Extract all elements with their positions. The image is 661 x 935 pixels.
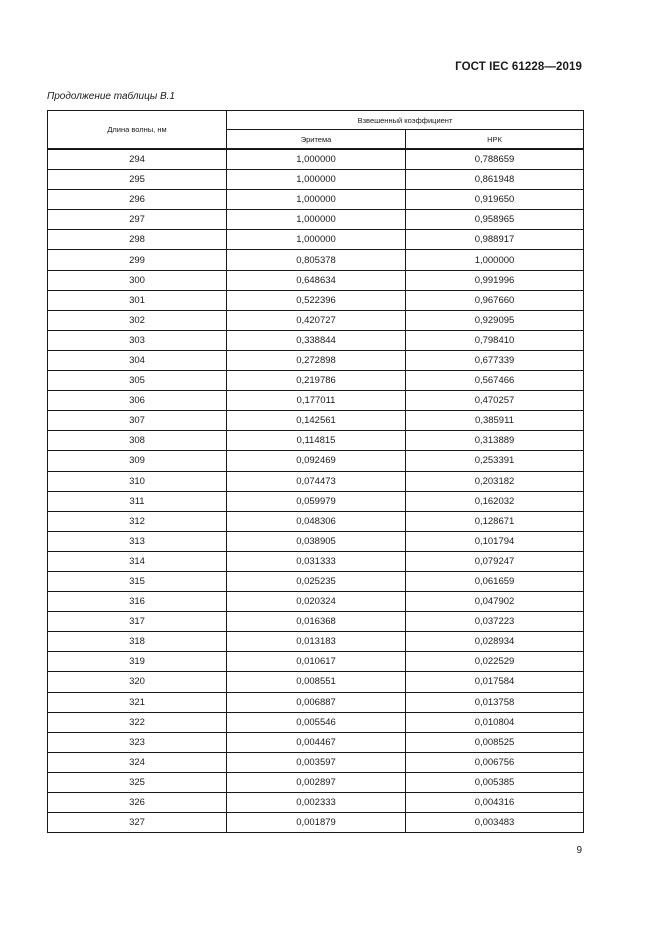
cell-wavelength: 300	[48, 270, 227, 290]
table-row	[48, 732, 584, 752]
table-row	[48, 230, 584, 250]
table-row	[48, 672, 584, 692]
cell-wavelength: 321	[48, 692, 227, 712]
cell-npk: 0,788659	[406, 149, 584, 170]
cell-npk: 0,005385	[406, 772, 584, 792]
cell-wavelength: 303	[48, 330, 227, 350]
cell-wavelength: 297	[48, 210, 227, 230]
cell-npk: 0,008525	[406, 732, 584, 752]
cell-npk: 0,567466	[406, 371, 584, 391]
table-row	[48, 310, 584, 330]
cell-erythema: 0,059979	[227, 491, 406, 511]
cell-erythema: 0,002333	[227, 793, 406, 813]
header-weighted-coefficient: Взвешенный коэффициент	[227, 111, 584, 130]
table-row	[48, 592, 584, 612]
cell-wavelength: 306	[48, 391, 227, 411]
cell-wavelength: 327	[48, 813, 227, 833]
cell-erythema: 1,000000	[227, 210, 406, 230]
table-row	[48, 210, 584, 230]
cell-wavelength: 319	[48, 652, 227, 672]
cell-npk: 0,079247	[406, 551, 584, 571]
cell-erythema: 0,114815	[227, 431, 406, 451]
page-number: 9	[576, 845, 582, 856]
cell-erythema: 0,020324	[227, 592, 406, 612]
cell-erythema: 0,177011	[227, 391, 406, 411]
cell-erythema: 0,008551	[227, 672, 406, 692]
table-row	[48, 270, 584, 290]
cell-npk: 0,101794	[406, 531, 584, 551]
table-row	[48, 692, 584, 712]
cell-npk: 0,004316	[406, 793, 584, 813]
table-row	[48, 471, 584, 491]
cell-erythema: 0,025235	[227, 571, 406, 591]
table-row	[48, 190, 584, 210]
table-row	[48, 813, 584, 833]
table-row	[48, 411, 584, 431]
cell-npk: 0,313889	[406, 431, 584, 451]
cell-npk: 0,022529	[406, 652, 584, 672]
header-npk: НРК	[406, 130, 584, 150]
cell-wavelength: 326	[48, 793, 227, 813]
cell-wavelength: 310	[48, 471, 227, 491]
cell-erythema: 1,000000	[227, 190, 406, 210]
table-row	[48, 491, 584, 511]
cell-npk: 0,385911	[406, 411, 584, 431]
header-wavelength: Длина волны, нм	[48, 111, 227, 150]
cell-erythema: 0,004467	[227, 732, 406, 752]
table-row	[48, 290, 584, 310]
cell-npk: 0,677339	[406, 350, 584, 370]
cell-erythema: 1,000000	[227, 149, 406, 170]
table-row	[48, 752, 584, 772]
cell-erythema: 0,002897	[227, 772, 406, 792]
cell-npk: 0,988917	[406, 230, 584, 250]
cell-wavelength: 323	[48, 732, 227, 752]
cell-npk: 1,000000	[406, 250, 584, 270]
table-row	[48, 431, 584, 451]
cell-npk: 0,006756	[406, 752, 584, 772]
table-body	[48, 149, 584, 833]
cell-wavelength: 294	[48, 149, 227, 170]
cell-wavelength: 304	[48, 350, 227, 370]
cell-wavelength: 322	[48, 712, 227, 732]
cell-wavelength: 298	[48, 230, 227, 250]
table-row	[48, 511, 584, 531]
cell-npk: 0,203182	[406, 471, 584, 491]
cell-wavelength: 311	[48, 491, 227, 511]
cell-erythema: 0,338844	[227, 330, 406, 350]
cell-wavelength: 299	[48, 250, 227, 270]
cell-wavelength: 314	[48, 551, 227, 571]
cell-wavelength: 324	[48, 752, 227, 772]
table-row	[48, 170, 584, 190]
cell-wavelength: 318	[48, 632, 227, 652]
cell-npk: 0,253391	[406, 451, 584, 471]
cell-erythema: 0,013183	[227, 632, 406, 652]
cell-wavelength: 317	[48, 612, 227, 632]
cell-wavelength: 296	[48, 190, 227, 210]
cell-npk: 0,861948	[406, 170, 584, 190]
cell-erythema: 0,092469	[227, 451, 406, 471]
document-code: ГОСТ IEC 61228—2019	[455, 61, 582, 73]
cell-wavelength: 320	[48, 672, 227, 692]
cell-erythema: 1,000000	[227, 170, 406, 190]
cell-npk: 0,017584	[406, 672, 584, 692]
cell-erythema: 1,000000	[227, 230, 406, 250]
cell-npk: 0,162032	[406, 491, 584, 511]
cell-erythema: 0,038905	[227, 531, 406, 551]
cell-wavelength: 305	[48, 371, 227, 391]
cell-wavelength: 302	[48, 310, 227, 330]
cell-npk: 0,470257	[406, 391, 584, 411]
cell-npk: 0,967660	[406, 290, 584, 310]
cell-wavelength: 301	[48, 290, 227, 310]
table-row	[48, 391, 584, 411]
weighting-coefficients-table	[47, 110, 584, 833]
cell-erythema: 0,001879	[227, 813, 406, 833]
cell-wavelength: 316	[48, 592, 227, 612]
table-row	[48, 571, 584, 591]
cell-wavelength: 325	[48, 772, 227, 792]
cell-wavelength: 315	[48, 571, 227, 591]
header-erythema: Эритема	[227, 130, 406, 150]
cell-wavelength: 313	[48, 531, 227, 551]
cell-wavelength: 295	[48, 170, 227, 190]
table-row	[48, 250, 584, 270]
cell-npk: 0,037223	[406, 612, 584, 632]
cell-erythema: 0,219786	[227, 371, 406, 391]
table-caption: Продолжение таблицы В.1	[47, 91, 175, 102]
cell-erythema: 0,142561	[227, 411, 406, 431]
cell-erythema: 0,272898	[227, 350, 406, 370]
cell-erythema: 0,420727	[227, 310, 406, 330]
cell-npk: 0,929095	[406, 310, 584, 330]
cell-wavelength: 312	[48, 511, 227, 531]
cell-erythema: 0,805378	[227, 250, 406, 270]
cell-npk: 0,028934	[406, 632, 584, 652]
cell-erythema: 0,648634	[227, 270, 406, 290]
table-row	[48, 149, 584, 170]
cell-erythema: 0,005546	[227, 712, 406, 732]
table-row	[48, 612, 584, 632]
table-row	[48, 330, 584, 350]
cell-wavelength: 309	[48, 451, 227, 471]
table-row	[48, 451, 584, 471]
cell-npk: 0,010804	[406, 712, 584, 732]
cell-npk: 0,003483	[406, 813, 584, 833]
cell-npk: 0,128671	[406, 511, 584, 531]
cell-erythema: 0,010617	[227, 652, 406, 672]
cell-erythema: 0,016368	[227, 612, 406, 632]
table-row	[48, 772, 584, 792]
cell-npk: 0,013758	[406, 692, 584, 712]
table-row	[48, 652, 584, 672]
cell-npk: 0,798410	[406, 330, 584, 350]
cell-erythema: 0,003597	[227, 752, 406, 772]
table-row	[48, 793, 584, 813]
cell-erythema: 0,522396	[227, 290, 406, 310]
cell-npk: 0,047902	[406, 592, 584, 612]
table-row	[48, 712, 584, 732]
cell-erythema: 0,031333	[227, 551, 406, 571]
cell-npk: 0,919650	[406, 190, 584, 210]
cell-npk: 0,958965	[406, 210, 584, 230]
table-row	[48, 531, 584, 551]
table-row	[48, 371, 584, 391]
cell-npk: 0,991996	[406, 270, 584, 290]
cell-npk: 0,061659	[406, 571, 584, 591]
table-row	[48, 551, 584, 571]
cell-erythema: 0,048306	[227, 511, 406, 531]
cell-erythema: 0,074473	[227, 471, 406, 491]
cell-erythema: 0,006887	[227, 692, 406, 712]
cell-wavelength: 307	[48, 411, 227, 431]
cell-wavelength: 308	[48, 431, 227, 451]
table-row	[48, 350, 584, 370]
table-row	[48, 632, 584, 652]
